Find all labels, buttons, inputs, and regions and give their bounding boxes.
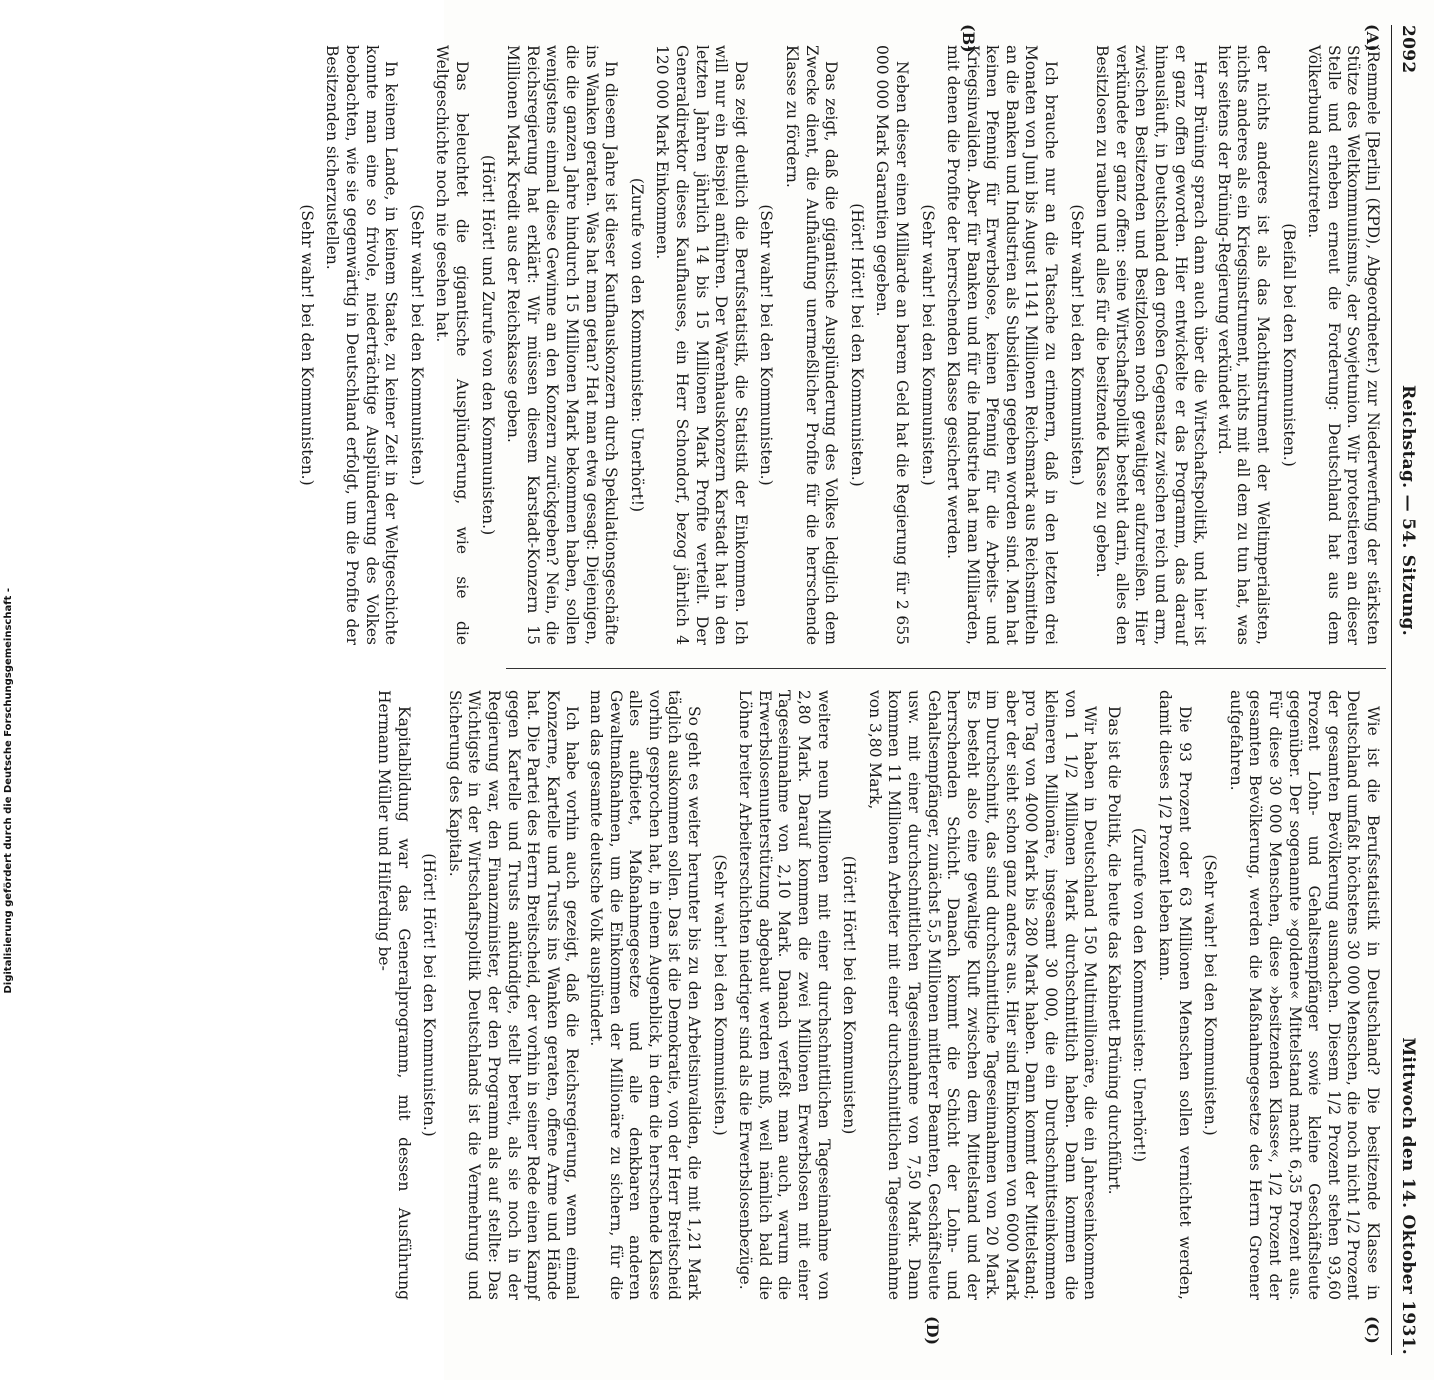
paragraph: weitere neun Millionen mit einer durchschnittlichen Tageseinnahme von 2,80 Mark. Darauf kommen die zwei Millionen Erwerbslosen mit einer Tageseinnahme von 2,10 Mark. Danach verfeßt man auch, warum die Erwerbslosenunterstützung abgebaut werden muß, weil nämlich bald die Löhne breiter Arbeiterschichten niedriger sind als die Erwerbslosenbezüge. [736, 690, 833, 1300]
paragraph: So geht es weiter herunter bis zu den Arbeitsinvaliden, die mit 1,21 Mark täglich auskommen sollen. Das ist die Demokratie, von der Herr Breitscheid vorhin gesprochen hat, in einem Augenblick, in dem die herrschende Klasse alles aufbietet, Maßnahmegesetze und alle denkbaren anderen Gewaltmaßnahmen, um die Einkommen der Millionäre zu sichern, für die man das gesamte deutsche Volk ausplündert. [587, 690, 703, 1300]
paragraph: Ich brauche nur an die Tatsache zu erinnern, daß in den letzten drei Monaten von Juni bis August 1141 Millionen Reichsmark aus Reichsmitteln an die Banken und Industrien als Subsidien gegeben worden sind. Man hat keinen Pfennig für Erwerbslose, keinen Pfennig für die Arbeits- und Kriegsinvaliden. Aber für Banken und für die Industrie hat man Milliarden, mit denen die Profite der herrschenden Klasse gesichert werden. [944, 45, 1061, 645]
page-header [1391, 25, 1420, 1355]
interjection: (Sehr wahr! bei den Kommunisten.) [297, 204, 316, 486]
document-page [297, 0, 1434, 1380]
paragraph: Das zeigt deutlich die Berufsstatistik, die Statistik der Einkommen. Ich will nur ein Beispiel anführen. Der Warenhauskonzern Karstadt hat in den letzten Jahren jährlich 14 bis 15 Millionen Mark Profite verteilt. Der Generaldirektor dieses Kaufhauses, ein Herr Schondorf, bezog jährlich 4 120 000 Mark Einkommen. [653, 45, 750, 645]
left-column [297, 45, 1382, 645]
paragraph: Wir haben in Deutschland 150 Multimillionäre, die ein Jahreseinkommen von 1 1/2 Millionen Mark durchschnittlich haben. Dann kommen die kleineren Millionäre, insgesamt 30 000, die ein Durchschnittseinkommen pro Tag von 4000 Mark bis 280 Mark haben. Dann kommt der Mittelstand; aber der sieht schon ganz anders aus. Hier sind Einkommen von 6000 Mark im Durchschnitt, das sind durchschnittliche Tageseinnahmen von 20 Mark. Es besteht also eine gewaltige Kluft zwischen dem Mittelstand und der herrschenden Schicht. Danach kommt die Schicht der Lohn- und Gehaltsempfänger, zunächst 5,5 Millionen mittlerer Beamten, Geschäftsleute usw. mit einer durchschnittlichen Tageseinnahme von 7,50 Mark. Dann kommen 11 Millionen Arbeiter mit einer durchschnittlichen Tageseinnahme von 3,80 Mark, [865, 690, 1100, 1300]
paragraph: Herr Brüning sprach dann auch über die Wirtschaftspolitik, und hier ist er ganz offen geworden. Hier entwickelte er das Programm, das darauf hinausläuft, in Deutschland den großen Gegensatz zwischen reich und arm, zwischen Besitzenden und Besitzlosen noch gewaltiger aufzureißen. Hier verkündete er ganz offen: seine Wirtschaftspolitik besteht darin, alles den Besitzlosen zu rauben und alles für die besitzende Klasse zu geben. [1093, 45, 1210, 645]
page-number: 2092 [1398, 25, 1418, 74]
right-column [375, 690, 1382, 1300]
interjection: (Zurufe von den Kommunisten: Unerhört!) [1130, 827, 1149, 1163]
credit-text: Digitalisierung gefördert durch die Deutsche Forschungsgemeinschaft - [3, 588, 14, 994]
digitization-credit [0, 588, 22, 1000]
paragraph: Die 93 Prozent oder 63 Millionen Menschen sollen vernichtet werden, damit dieses 1/2 Prozent leben kann. [1156, 690, 1194, 1300]
paragraph: Neben dieser einen Milliarde an barem Geld hat die Regierung für 2 655 000 000 Mark Garantien gegeben. [873, 45, 911, 645]
interjection: (Hört! Hört! bei den Kommunisten) [840, 855, 859, 1135]
paragraph: Kapitalbildung war das Generalprogramm, mit dessen Ausführung Hermann Müller und Hilferding be- [375, 690, 413, 1300]
paragraph: Ich habe vorhin auch gezeigt, daß die Reichsregierung, wenn einmal Konzerne, Kartelle und Trusts ins Wanken geraten, offene Arme und Hände hat. Die Partei des Herrn Breitscheid, der vorhin in seiner Rede einen Kampf gegen Kartelle und Trusts ankündigte, stellt bereit, als sie noch in der Regierung war, den Finanzminister, der den Programm als auf stellte: Das Wichtigste in der Wirtschaftspolitik Deutschlands ist die Vermehrung und Sicherung des Kapitals. [445, 690, 582, 1300]
interjection: (Zurufe von den Kommunisten: Unerhört!) [627, 177, 646, 513]
interjection: (Sehr wahr! bei den Kommunisten.) [1201, 854, 1220, 1136]
interjection: (Sehr wahr! bei den Kommunisten.) [710, 854, 729, 1136]
margin-marker-a: (A) [1363, 24, 1382, 52]
header-title: Reichstag. — 54. Sitzung. [1398, 385, 1418, 636]
column-divider [506, 668, 1386, 669]
paragraph: Das zeigt, daß die gigantische Ausplünderung des Volkes lediglich dem Zwecke dient, die Aufhäufung unermeßlicher Profite für die herrschende Klasse zu fördern. [782, 45, 841, 645]
margin-marker-d: (D) [923, 1316, 942, 1346]
interjection: (Hört! Hört! bei den Kommunisten.) [420, 853, 439, 1137]
interjection: (Sehr wahr! bei den Kommunisten.) [918, 204, 937, 486]
header-date: Mittwoch den 14. Oktober 1931. [1398, 1037, 1418, 1355]
paragraph: der nichts anderes ist als das Machtinstrument der Weltimperialisten, nichts anderes als ein Kriegsinstrument, nichts mit all dem zu tun hat, was hier seitens der Brüning-Regierung verkündet wird. [1214, 45, 1273, 645]
paragraph: In diesem Jahre ist dieser Kaufhauskonzern durch Spekulationsgeschäfte ins Wanken geraten. Was hat man getan? Hat man etwa gesagt: Diejenigen, die die ganzen Jahre hindurch 15 Millionen Mark bekommen haben, sollen wenigstens einmal diese Gewinne an den Konzern zurückgeben? Nein, die Reichsregierung hat erklärt: Wir müssen diesem Karstadt-Konzern 15 Millionen Mark Kredit aus der Reichskasse geben. [504, 45, 621, 645]
paragraph: Das beleuchtet die gigantische Ausplünderung, wie sie die Weltgeschichte noch nie gesehen hat. [433, 45, 472, 645]
interjection: (Hört! Hört! bei den Kommunisten.) [847, 203, 866, 487]
interjection: (Sehr wahr! bei den Kommunisten.) [757, 204, 776, 486]
interjection: (Beifall bei den Kommunisten.) [1279, 223, 1298, 467]
paragraph: Wie ist die Berufsstatistik in Deutschland? Die besitzende Klasse in Deutschland umfaßt höchstens 30 000 Menschen, die noch nicht 1/2 Prozent der gesamten Bevölkerung ausmachen. Diesem 1/2 Prozent stehen 93,60 Prozent Lohn- und Gehaltsempfänger sowie kleine Geschäftsleute gegenüber. Der sogenannte »goldene« Mittelstand macht 6,35 Prozent aus. Für diese 30 000 Menschen, diese »besitzenden Klasse«, 1/2 Prozent der gesamten Bevölkerung, werden die Maßnahmegesetze des Herrn Groener aufgefahren. [1226, 690, 1382, 1300]
margin-marker-c: (C) [1363, 1316, 1382, 1344]
paragraph: (Remmele [Berlin] (KPD), Abgeordneter.) zur Niederwerfung der stärksten Stütze des Weltkommunismus, der Sowjetunion. Wir protestieren an dieser Stelle und erheben erneut die Forderung: Deutschland hat aus dem Völkerbund auszutreten. [1305, 45, 1382, 645]
margin-marker-b: (B) [959, 24, 978, 53]
interjection: (Sehr wahr! bei den Kommunisten.) [1067, 204, 1086, 486]
interjection: (Hört! Hört! und Zurufe von den Kommunisten.) [478, 154, 497, 536]
paragraph: In keinem Lande, in keinem Staate, zu keiner Zeit in der Weltgeschichte konnte man eine so frivole, niederträchtige Ausplünderung des Volkes beobachten, wie sie gegenwärtig in Deutschland erfolgt, um die Profite der Besitzenden sicherzustellen. [323, 45, 401, 645]
interjection: (Sehr wahr! bei den Kommunisten.) [407, 204, 426, 486]
paragraph: Das ist die Politik, die heute das Kabinett Brüning durchführt. [1104, 706, 1123, 1195]
